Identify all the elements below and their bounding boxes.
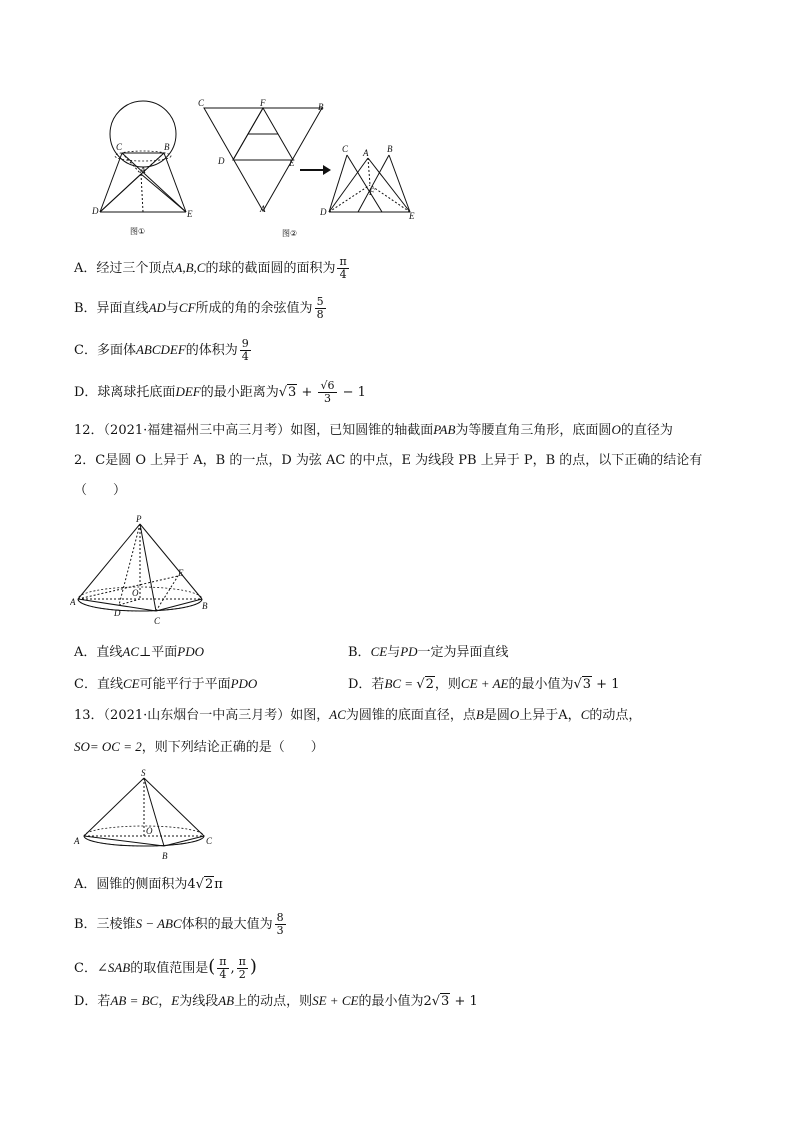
q12-stem-line2: 2．C是圆 O 上异于 A，B 的一点，D 为弦 AC 的中点，E 为线段 PB 上异于 P，B 的点，以下正确的结论有 — [74, 453, 703, 468]
q12-option-d: D．若BC = √2，则CE + AE的最小值为√3 + 1 — [348, 676, 620, 692]
label-b: B — [318, 102, 324, 112]
q12-option-b: B．CE与PD一定为异面直线 — [348, 644, 509, 660]
label-c: C — [342, 144, 349, 154]
fig2-caption: 图② — [282, 229, 298, 238]
q12-option-a: A．直线AC⊥平面PDO — [74, 644, 204, 660]
q13-option-b: B．三棱锥S − ABC体积的最大值为 $\frac{8}{3}$ — [74, 911, 284, 937]
label-b: B — [162, 851, 168, 861]
label-p: P — [136, 514, 142, 524]
fraction: $\frac{8}{3}$ — [276, 911, 284, 937]
label-d: D — [92, 206, 99, 216]
label-e: E — [187, 209, 193, 219]
q11-option-b: B．异面直线AD与CF所成的角的余弦值为 $\frac{5}{8}$ — [74, 295, 324, 321]
q11-option-d: D．球离球托底面DEF的最小距离为√3 + $\frac{√6}{3}$ − 1 — [74, 379, 366, 405]
fraction: $\frac{\pi}{4}$ — [219, 955, 227, 981]
label-a: A — [70, 597, 76, 607]
label-b: B — [387, 144, 393, 154]
label-c: C — [206, 836, 213, 846]
fraction: $\frac{5}{8}$ — [316, 295, 324, 321]
sphere-holder-figure — [88, 96, 198, 238]
fraction: $\frac{9}{4}$ — [241, 337, 249, 363]
label-d: D — [114, 608, 121, 618]
cone-figure-q13 — [72, 766, 218, 866]
label-c: C — [116, 142, 123, 152]
fraction: $\frac{√6}{3}$ — [320, 379, 335, 405]
label-d: D — [218, 156, 225, 166]
label-a: A — [74, 836, 80, 846]
label-e: E — [289, 158, 295, 168]
q12-stem-line1: 12．（2021·福建福州三中高三月考）如图，已知圆锥的轴截面PAB为等腰直角三角形，底面圆O的直径为 — [74, 422, 673, 438]
label-o: O — [146, 826, 153, 836]
label-c: C — [198, 98, 205, 108]
label-a: A — [363, 148, 369, 158]
folded-polyhedron-figure — [320, 140, 420, 220]
q11-option-c: C．多面体ABCDEF的体积为 $\frac{9}{4}$ — [74, 337, 249, 363]
q13-option-d: D．若AB = BC，E为线段AB上的动点，则SE + CE的最小值为2√3 + 1 — [74, 993, 478, 1009]
label-f: F — [369, 187, 375, 197]
label-s: S — [141, 768, 146, 778]
q13-option-c: C．∠SAB的取值范围是( $\frac{\pi}{4}$ , $\frac{\pi}{2}$ ) — [74, 955, 257, 981]
label-e: E — [409, 211, 415, 220]
label-f: F — [260, 98, 266, 108]
q13-stem-line2: SO= OC = 2，则下列结论正确的是（ ） — [74, 739, 324, 755]
label-o: O — [132, 588, 139, 598]
fig1-caption: 图① — [130, 227, 146, 236]
fraction: $\frac{\pi}{4}$ — [339, 255, 347, 281]
cone-figure-q12 — [70, 512, 220, 632]
label-d: D — [320, 207, 327, 217]
q12-option-c: C．直线CE可能平行于平面PDO — [74, 676, 258, 692]
q13-option-a: A．圆锥的侧面积为4√2π — [74, 877, 223, 892]
q11-option-a: A．经过三个顶点A,B,C的球的截面圆的面积为 $\frac{\pi}{4}$ — [74, 255, 347, 281]
label-c: C — [154, 616, 161, 626]
q13-stem-line1: 13．（2021·山东烟台一中高三月考）如图，AC为圆锥的底面直径，点B是圆O上异于A，C的动点， — [74, 707, 642, 723]
q12-stem-line3: （ ） — [74, 483, 127, 498]
fraction: $\frac{\pi}{2}$ — [238, 955, 246, 981]
label-b: B — [164, 142, 170, 152]
label-a: A — [260, 204, 266, 214]
label-b: B — [202, 601, 208, 611]
label-a: A — [140, 165, 146, 175]
label-e: E — [178, 568, 184, 578]
